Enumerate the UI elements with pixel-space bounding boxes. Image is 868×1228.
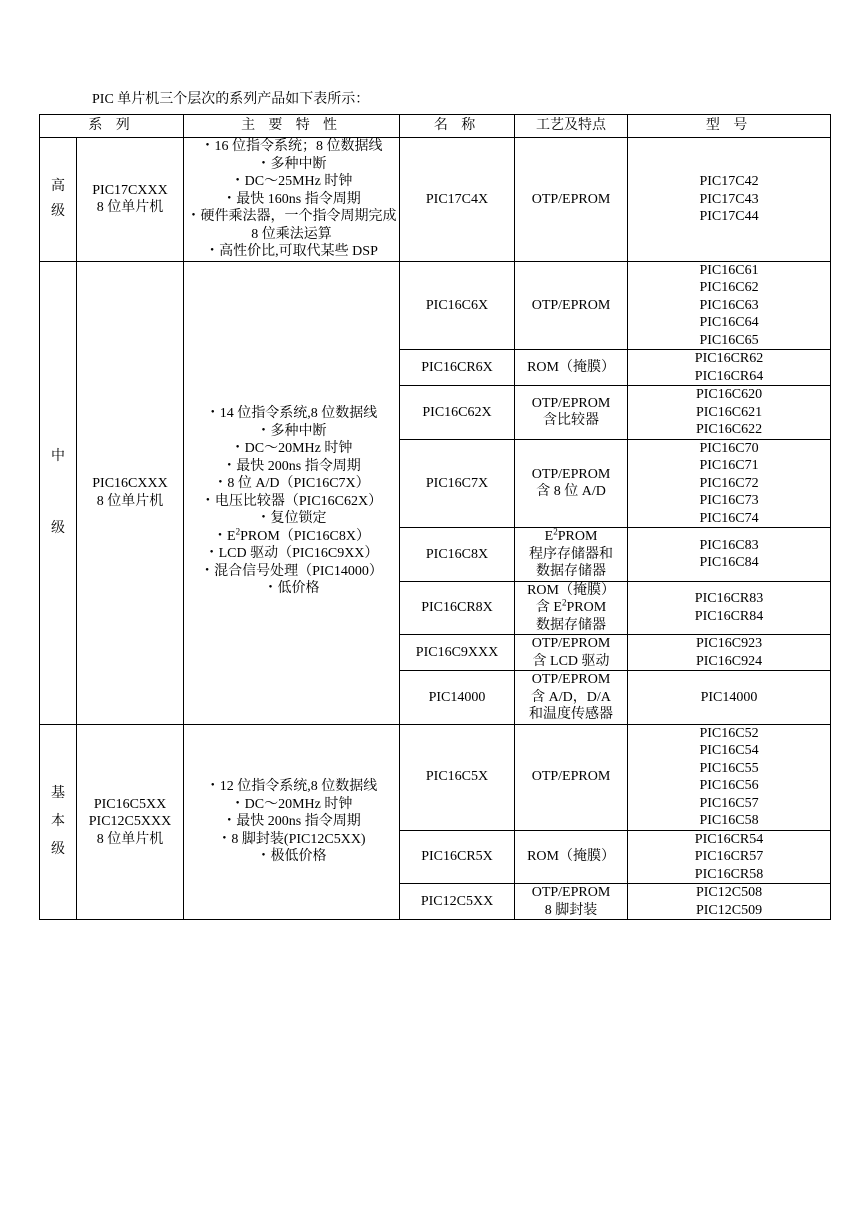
model-line: PIC16C62	[699, 280, 759, 295]
models-cell	[628, 581, 831, 635]
process-line: ROM（掩膜）	[527, 849, 615, 864]
feature-item: ・混合信号处理（PIC14000）	[200, 563, 383, 579]
feature-item: ・最快 160ns 指令周期	[222, 191, 361, 207]
level-char: 基	[51, 785, 65, 801]
table-row	[40, 724, 831, 830]
models-cell	[628, 386, 831, 440]
series-line: 8 位单片机	[96, 200, 164, 216]
product-name-cell: PIC16CR8X	[400, 581, 515, 635]
model-line: PIC16C71	[699, 458, 759, 473]
process-line: OTP/EPROM	[531, 672, 611, 687]
feature-text: 电压比较器（PIC16C62X）	[214, 493, 383, 509]
product-name-cell: PIC16C6X	[400, 261, 515, 350]
model-line: PIC16C621	[695, 404, 763, 420]
series-cell	[77, 724, 184, 920]
level-cell	[40, 724, 77, 920]
feature-text: 硬件乘法器，一个指令周期完成 8 位乘法运算	[200, 209, 397, 242]
series-line: PIC16CXXX	[92, 476, 168, 491]
model-line: PIC16C72	[699, 475, 759, 491]
process-line: 含比较器	[543, 413, 600, 429]
process-line: 8 脚封装	[544, 902, 598, 918]
process-line: 含 A/D，D/A	[531, 689, 611, 705]
feature-text: 16 位指令系统；8 位数据线	[214, 139, 383, 154]
header-row	[40, 115, 831, 138]
process-cell	[515, 439, 628, 528]
model-line: PIC16C73	[699, 493, 759, 508]
model-line: PIC16C57	[699, 795, 759, 811]
feature-item: ・最快 200ns 指令周期	[222, 814, 361, 829]
header-process: 工艺及特点	[515, 115, 628, 138]
model-line: PIC16CR57	[694, 849, 764, 864]
process-line: 数据存储器	[536, 564, 607, 579]
feature-text: 多种中断	[270, 156, 327, 172]
product-name-cell: PIC12C5XX	[400, 884, 515, 920]
model-line: PIC17C42	[699, 174, 759, 189]
feature-item: ・DC～20MHz 时钟	[230, 796, 353, 812]
model-line: PIC16C65	[699, 332, 759, 348]
process-cell	[515, 261, 628, 350]
model-line: PIC16C84	[699, 555, 759, 571]
level-char: 级	[51, 520, 65, 536]
models-cell	[628, 528, 831, 582]
feature-item: ・最快 200ns 指令周期	[222, 458, 361, 474]
level-char: 高	[51, 178, 65, 194]
series-line: PIC12C5XXX	[88, 814, 172, 829]
feature-item: ・极低价格	[256, 849, 327, 864]
models-cell	[628, 724, 831, 830]
series-line: PIC17CXXX	[92, 182, 168, 198]
feature-item: ・16 位指令系统；8 位数据线	[200, 139, 383, 154]
table-row	[40, 261, 831, 350]
process-line: $E^2PROM$	[544, 526, 598, 544]
feature-item: ・14 位指令系统,8 位数据线	[205, 406, 378, 422]
level-cell	[40, 261, 77, 724]
feature-item: ・DC～25MHz 时钟	[230, 174, 353, 189]
model-line: PIC16C622	[695, 422, 763, 437]
level-char: 中	[51, 449, 65, 464]
feature-text: 低价格	[277, 581, 320, 597]
product-name-cell: PIC16C9XXX	[400, 635, 515, 671]
feature-text: 复位锁定	[270, 511, 327, 527]
process-line: OTP/EPROM	[531, 395, 611, 411]
model-line: PIC16C83	[699, 537, 759, 553]
feature-text: 多种中断	[270, 423, 327, 439]
model-line: PIC16CR84	[694, 608, 764, 624]
models-cell	[628, 671, 831, 725]
model-line: PIC17C43	[699, 191, 759, 207]
model-line: PIC16CR62	[694, 351, 764, 366]
model-line: PIC16C63	[699, 297, 759, 313]
product-name-cell: PIC16C62X	[400, 386, 515, 440]
product-name-cell: PIC16C8X	[400, 528, 515, 582]
product-name-cell: PIC17C4X	[400, 138, 515, 262]
pic-series-table	[39, 114, 831, 920]
feature-text: 最快 200ns 指令周期	[236, 458, 361, 474]
feature-text: DC～20MHz 时钟	[244, 796, 353, 812]
series-line: 8 位单片机	[96, 493, 164, 509]
features-cell	[184, 261, 400, 724]
feature-text: 极低价格	[270, 849, 327, 864]
process-cell	[515, 884, 628, 920]
feature-item: ・8 位 A/D（PIC16C7X）	[213, 476, 370, 492]
series-cell	[77, 261, 184, 724]
models-cell	[628, 138, 831, 262]
table-row	[40, 138, 831, 262]
features-cell	[184, 724, 400, 920]
process-cell	[515, 528, 628, 582]
models-cell	[628, 261, 831, 350]
model-line: PIC14000	[700, 689, 758, 705]
process-cell	[515, 635, 628, 671]
product-name-cell: PIC16CR5X	[400, 830, 515, 884]
level-char: 本	[51, 813, 65, 829]
process-cell	[515, 138, 628, 262]
model-line: PIC16C64	[699, 315, 759, 330]
feature-text: 8 位 A/D（PIC16C7X）	[227, 476, 370, 492]
process-line: 含 LCD 驱动	[532, 653, 610, 669]
model-line: PIC16C70	[699, 440, 759, 456]
feature-text: 高性价比,可取代某些 DSP	[219, 244, 378, 259]
process-line: OTP/EPROM	[531, 769, 611, 785]
process-cell	[515, 386, 628, 440]
process-cell	[515, 671, 628, 725]
process-line: OTP/EPROM	[531, 885, 611, 900]
feature-text: 最快 200ns 指令周期	[236, 814, 361, 829]
product-name-cell: PIC16C5X	[400, 724, 515, 830]
feature-item: ・多种中断	[256, 156, 327, 172]
feature-text: 8 脚封装(PIC12C5XX)	[231, 831, 366, 847]
process-line: 含 8 位 A/D	[536, 484, 606, 500]
process-line: 和温度传感器	[529, 707, 614, 722]
model-line: PIC12C509	[695, 902, 763, 918]
feature-item: ・高性价比,可取代某些 DSP	[205, 244, 378, 259]
series-cell	[77, 138, 184, 262]
model-line: PIC12C508	[695, 885, 763, 900]
feature-item: ・$E^2PROM(PIC16C8X)$	[213, 526, 370, 544]
process-line: OTP/EPROM	[531, 636, 611, 651]
feature-text: $E^2PROM(PIC16C8X)$	[227, 526, 370, 544]
table-body	[40, 138, 831, 920]
model-line: PIC16CR58	[694, 866, 764, 882]
models-cell	[628, 439, 831, 528]
level-char: 级	[51, 841, 65, 857]
feature-text: LCD 驱动（PIC16C9XX）	[218, 546, 379, 562]
model-line: PIC16C620	[695, 387, 763, 402]
process-line: OTP/EPROM	[531, 191, 611, 207]
feature-item: ・低价格	[263, 581, 320, 597]
model-line: PIC16C58	[699, 813, 759, 828]
feature-text: 最快 160ns 指令周期	[236, 191, 361, 207]
series-line: PIC16C5XX	[93, 796, 167, 812]
feature-item: ・电压比较器（PIC16C62X）	[200, 493, 383, 509]
intro-text: PIC 单片机三个层次的系列产品如下表所示：	[92, 92, 370, 107]
model-line: PIC16CR54	[694, 831, 764, 847]
model-line: PIC16C54	[699, 743, 759, 758]
process-line: OTP/EPROM	[531, 297, 611, 313]
process-line: 数据存储器	[536, 617, 607, 633]
process-line: 程序存储器和	[529, 546, 614, 562]
model-line: PIC16C924	[695, 653, 763, 669]
product-name-cell: PIC16CR6X	[400, 350, 515, 386]
feature-item: ・LCD 驱动（PIC16C9XX）	[204, 546, 379, 562]
feature-item: ・硬件乘法器，一个指令周期完成 8 位乘法运算	[186, 209, 397, 242]
header-features: 主 要 特 性	[184, 115, 400, 138]
models-cell	[628, 884, 831, 920]
model-line: PIC16C56	[699, 778, 759, 793]
product-name-cell: PIC14000	[400, 671, 515, 725]
model-line: PIC16C74	[699, 510, 759, 526]
header-name: 名 称	[400, 115, 515, 138]
model-line: PIC16C61	[699, 262, 759, 278]
process-line: ROM（掩膜）	[527, 359, 615, 375]
feature-item: ・8 脚封装(PIC12C5XX)	[217, 831, 366, 847]
feature-text: DC～20MHz 时钟	[244, 441, 353, 457]
feature-item: ・12 位指令系统,8 位数据线	[205, 779, 378, 794]
models-cell	[628, 830, 831, 884]
process-cell	[515, 581, 628, 635]
models-cell	[628, 350, 831, 386]
model-line: PIC16C55	[699, 760, 759, 776]
series-line: 8 位单片机	[96, 831, 164, 847]
model-line: PIC16C923	[695, 636, 763, 651]
process-line: 含 $E^2PROM$	[535, 597, 607, 615]
process-cell	[515, 830, 628, 884]
feature-text: DC～25MHz 时钟	[244, 174, 353, 189]
feature-item: ・复位锁定	[256, 511, 327, 527]
header-series: 系 列	[40, 115, 184, 138]
model-line: PIC16CR64	[694, 368, 764, 384]
feature-item: ・多种中断	[256, 423, 327, 439]
process-line: OTP/EPROM	[531, 466, 611, 482]
feature-text: 12 位指令系统,8 位数据线	[219, 779, 378, 794]
features-cell	[184, 138, 400, 262]
models-cell	[628, 635, 831, 671]
feature-item: ・DC～20MHz 时钟	[230, 441, 353, 457]
feature-text: 14 位指令系统,8 位数据线	[219, 406, 378, 422]
process-line: ROM（掩膜）	[527, 582, 615, 598]
model-line: PIC17C44	[699, 209, 759, 224]
process-cell	[515, 350, 628, 386]
level-char: 级	[51, 204, 65, 220]
model-line: PIC16CR83	[694, 591, 764, 607]
header-model: 型 号	[628, 115, 831, 138]
feature-text: 混合信号处理（PIC14000）	[214, 563, 383, 579]
process-cell	[515, 724, 628, 830]
model-line: PIC16C52	[699, 725, 759, 741]
level-cell	[40, 138, 77, 262]
product-name-cell: PIC16C7X	[400, 439, 515, 528]
